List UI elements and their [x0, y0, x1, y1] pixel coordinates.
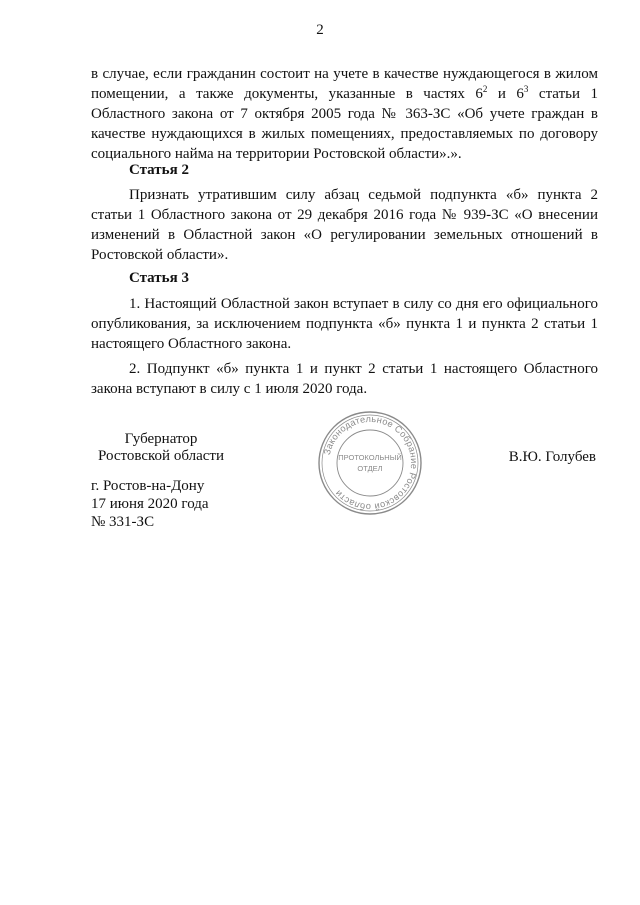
page-number: 2: [316, 22, 324, 38]
place-date-block: [91, 477, 209, 531]
seal-ring-text: Законодательное Собрание Ростовской области: [321, 413, 420, 513]
signatory-title-line-2: Ростовской области: [98, 448, 224, 464]
official-seal-stamp: [316, 409, 424, 517]
paragraph-text: статьи 1 Областного закона от 7 октября 2005 года № 363-ЗС «Об учете граждан в качестве нуждающихся в жилых помещениях, предоставляемых по договору социального найма на территории Ростовской области».».: [91, 86, 598, 162]
seal-inner-ring: [337, 430, 403, 496]
article-3-item-1-text: 1. Настоящий Областной закон вступает в силу со дня его официального опубликования, за исключением подпункта «б» пункта 1 и пункта 2 статьи 1 настоящего Областного закона.: [91, 296, 598, 352]
date: 17 июня 2020 года: [91, 496, 209, 512]
article-3-heading: Статья 3: [129, 270, 189, 286]
signatory-title-line-1: Губернатор: [124, 431, 198, 447]
superscript: 3: [523, 84, 529, 94]
article-2-text: [91, 185, 598, 265]
paragraph-continuation: [91, 64, 598, 164]
superscript: 2: [482, 84, 488, 94]
paragraph-text: и 6: [487, 86, 524, 102]
law-number: № 331-ЗС: [91, 514, 155, 530]
seal-center-line-1: ПРОТОКОЛЬНЫЙ: [338, 453, 402, 462]
article-3-item-2-text: 2. Подпункт «б» пункта 1 и пункт 2 статьи 1 настоящего Областного закона вступают в силу с 1 июля 2020 года.: [91, 361, 598, 397]
article-3-item-2: [91, 359, 598, 399]
seal-center-line-2: ОТДЕЛ: [357, 464, 383, 473]
signatory-title: [91, 431, 231, 465]
signatory-name: В.Ю. Голубев: [508, 449, 596, 465]
article-3-item-1: [91, 294, 598, 354]
paragraph-text: в случае, если гражданин состоит на учете в качестве нуждающегося в жилом помещении, а также документы, указанные в частях 6: [91, 66, 598, 102]
article-2-heading: Статья 2: [129, 162, 189, 178]
city: г. Ростов-на-Дону: [91, 478, 205, 494]
article-2-paragraph: Признать утратившим силу абзац седьмой подпункта «б» пункта 2 статьи 1 Областного закона от 29 декабря 2016 года № 939-ЗС «О внесении изменений в Областной закон «О регулировании земельных отношений в Ростовской области».: [91, 187, 598, 263]
seal-outer-ring: [319, 412, 421, 514]
